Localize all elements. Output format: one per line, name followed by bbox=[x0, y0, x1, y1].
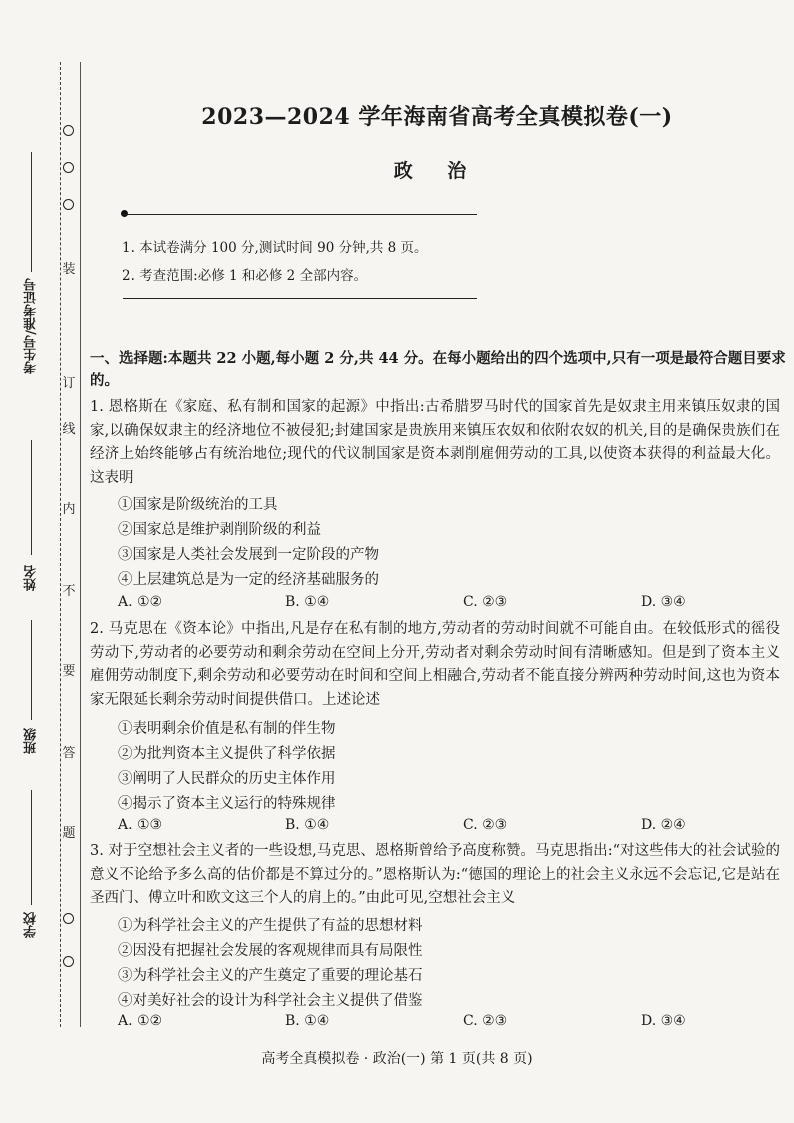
answer-choice-d[interactable]: D. ③④ bbox=[641, 1013, 686, 1029]
answer-choice-c[interactable]: C. ②③ bbox=[463, 594, 508, 610]
answer-choice-a[interactable]: A. ①② bbox=[118, 594, 163, 610]
question-stem: 2. 马克思在《资本论》中指出,凡是存在私有制的地方,劳动者的劳动时间就不可能自由。在较低形式的徭役劳动下,劳动者的必要劳动和剩余劳动在空间上分开,劳动者对剩余劳动时间有清晰感知。但是到了资本主义雇佣劳动制度下,剩余劳动和必要劳动在时间和空间上相融合,劳动者不能直接分辨两种劳动时间,这也为资本家无限延长剩余劳动时间提供借口。上述论述 bbox=[90, 621, 780, 708]
name-write-line[interactable] bbox=[31, 440, 32, 555]
binding-char: 线 bbox=[62, 422, 76, 437]
binding-char: 内 bbox=[62, 502, 76, 517]
binding-hole-circle bbox=[63, 956, 74, 967]
binding-char: 要 bbox=[62, 664, 76, 679]
question-option: ④揭示了资本主义运行的特殊规律 bbox=[118, 796, 336, 812]
question-option: ②因没有把握社会发展的客观规律而具有局限性 bbox=[118, 943, 423, 959]
question-option: ③阐明了人民群众的历史主体作用 bbox=[118, 771, 336, 787]
exam-id-write-line[interactable] bbox=[31, 152, 32, 272]
exam-note: 2. 考查范围:必修 1 和必修 2 全部内容。 bbox=[122, 268, 368, 284]
school-write-line[interactable] bbox=[31, 790, 32, 905]
binding-margin bbox=[0, 0, 82, 1123]
answer-choice-b[interactable]: B. ①④ bbox=[285, 594, 330, 610]
question-option: ②为批判资本主义提供了科学依据 bbox=[118, 746, 336, 762]
exam-id-label: 考生号/准考证号 bbox=[24, 278, 39, 374]
question-option: ①表明剩余价值是私有制的伴生物 bbox=[118, 721, 336, 737]
dashed-binding-line bbox=[60, 62, 61, 1027]
binding-char: 不 bbox=[62, 584, 76, 599]
class-label: 班级 bbox=[24, 728, 39, 754]
answer-choice-d[interactable]: D. ③④ bbox=[641, 594, 686, 610]
question-option: ②国家总是维护剥削阶级的利益 bbox=[118, 522, 321, 538]
question-option: ③国家是人类社会发展到一定阶段的产物 bbox=[118, 547, 379, 563]
binding-hole-circle bbox=[63, 125, 74, 136]
exam-title: 2023—2024 学年海南省高考全真模拟卷(一) bbox=[201, 104, 673, 130]
answer-choice-c[interactable]: C. ②③ bbox=[463, 1013, 508, 1029]
question-option: ④上层建筑总是为一定的经济基础服务的 bbox=[118, 572, 379, 588]
question-option: ④对美好社会的设计为科学社会主义提供了借鉴 bbox=[118, 993, 423, 1009]
answer-choice-a[interactable]: A. ①② bbox=[118, 1013, 163, 1029]
page-footer: 高考全真模拟卷 · 政治(一) 第 1 页(共 8 页) bbox=[261, 1051, 533, 1067]
answer-choice-d[interactable]: D. ②④ bbox=[641, 817, 686, 833]
binding-hole-circle bbox=[63, 162, 74, 173]
answer-choice-a[interactable]: A. ①③ bbox=[118, 817, 163, 833]
answer-choice-c[interactable]: C. ②③ bbox=[463, 817, 508, 833]
section-heading: 一、选择题:本题共 22 小题,每小题 2 分,共 44 分。在每小题给出的四个选项中,只有一项是最符合题目要求的。 bbox=[90, 350, 786, 389]
exam-note: 1. 本试卷满分 100 分,测试时间 90 分钟,共 8 页。 bbox=[122, 240, 428, 256]
binding-char: 装 bbox=[62, 262, 76, 277]
answer-choice-b[interactable]: B. ①④ bbox=[285, 817, 330, 833]
binding-border-line bbox=[80, 62, 81, 1027]
name-label: 姓名 bbox=[24, 565, 39, 591]
question-stem: 3. 对于空想社会主义者的一些设想,马克思、恩格斯曾给予高度称赞。马克思指出:“对这些伟大的社会试验的意义不论给予多么高的估价都是不算过分的。”恩格斯认为:“德国的理论上的社会主义永远不会忘记,它是站在圣西门、傅立叶和欧文这三个人的肩上的。”由此可见,空想社会主义 bbox=[90, 843, 780, 906]
question-stem: 1. 恩格斯在《家庭、私有制和国家的起源》中指出:古希腊罗马时代的国家首先是奴隶主用来镇压奴隶的国家,以确保奴隶主的经济地位不被侵犯;封建国家是贵族用来镇压农奴和依附农奴的机关,目的是确保贵族们在经济上始终能够占有统治地位;现代的代议制国家是资本剥削雇佣劳动的工具,以使资本获得的利益最大化。这表明 bbox=[90, 399, 780, 486]
school-label: 学校 bbox=[24, 912, 39, 938]
info-top-rule bbox=[123, 214, 477, 215]
binding-char: 题 bbox=[62, 826, 76, 841]
binding-char: 订 bbox=[62, 376, 76, 391]
question-option: ①国家是阶级统治的工具 bbox=[118, 497, 278, 513]
subject-title: 政 治 bbox=[393, 160, 481, 182]
info-bottom-rule bbox=[123, 298, 477, 299]
question-option: ①为科学社会主义的产生提供了有益的思想材料 bbox=[118, 918, 423, 934]
answer-choice-b[interactable]: B. ①④ bbox=[285, 1013, 330, 1029]
class-write-line[interactable] bbox=[31, 620, 32, 720]
binding-char: 答 bbox=[62, 746, 76, 761]
binding-hole-circle bbox=[63, 199, 74, 210]
question-option: ③为科学社会主义的产生奠定了重要的理论基石 bbox=[118, 968, 423, 984]
binding-hole-circle bbox=[63, 913, 74, 924]
